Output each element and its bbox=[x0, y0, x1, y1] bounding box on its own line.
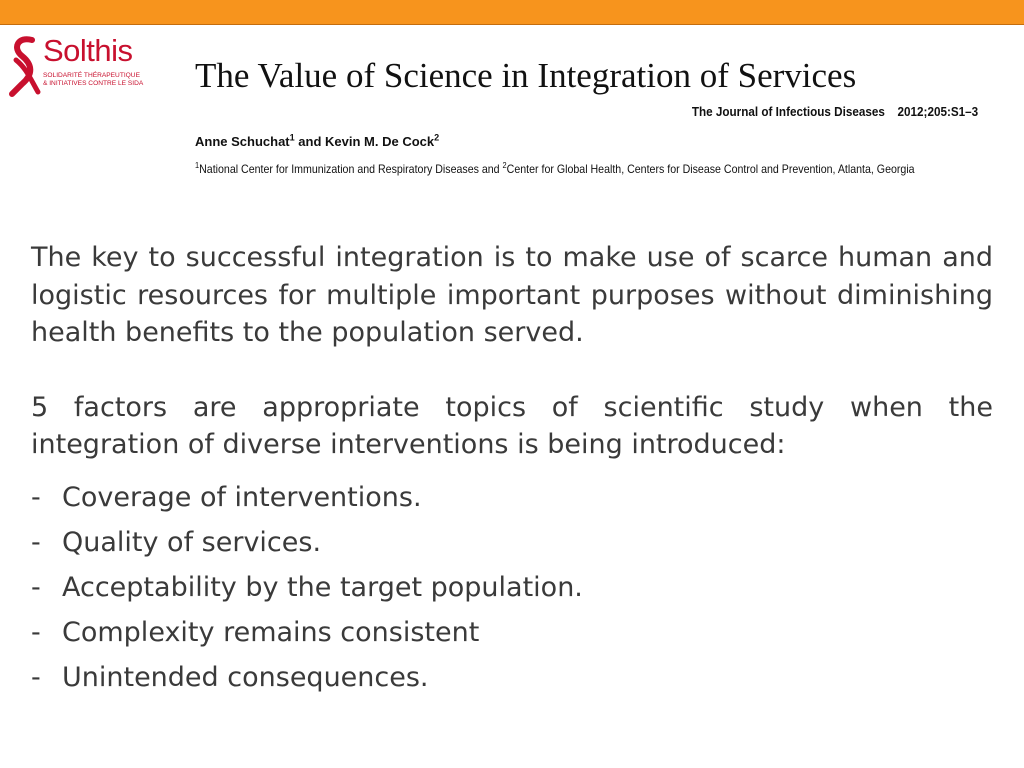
article-affiliations bbox=[195, 162, 915, 176]
bullet-dash: - bbox=[31, 526, 41, 558]
factor-text: Coverage of interventions. bbox=[62, 481, 422, 513]
factor-text: Complexity remains consistent bbox=[62, 616, 480, 648]
factor-text: Unintended consequences. bbox=[62, 661, 429, 693]
ribbon-icon bbox=[8, 34, 42, 98]
factors-list bbox=[31, 475, 993, 700]
factor-text: Quality of services. bbox=[62, 526, 322, 558]
list-item bbox=[31, 655, 993, 700]
list-item bbox=[31, 520, 993, 565]
affiliation-1: National Center for Immunization and Respiratory Diseases and bbox=[199, 162, 503, 176]
article-title: The Value of Science in Integration of Services bbox=[195, 56, 857, 95]
bullet-dash: - bbox=[31, 616, 41, 648]
logo-name: Solthis bbox=[43, 33, 133, 68]
logo-tagline-line1: SOLIDARITÉ THÉRAPEUTIQUE bbox=[43, 72, 140, 79]
factors-intro-paragraph: 5 factors are appropriate topics of scientific study when the integration of diverse interventions is being introduced: bbox=[31, 391, 993, 460]
key-statement-paragraph: The key to successful integration is to make use of scarce human and logistic resources for multiple important purposes without diminishing health benefits to the population served. bbox=[31, 242, 993, 348]
author-2: Kevin M. De Cock bbox=[325, 134, 435, 149]
logo-tagline-line2: & INITIATIVES CONTRE LE SIDA bbox=[43, 80, 144, 87]
article-authors bbox=[195, 134, 439, 149]
bullet-dash: - bbox=[31, 661, 41, 693]
affiliation-2-mark: 2 bbox=[502, 160, 507, 170]
bullet-dash: - bbox=[31, 481, 41, 513]
author-joiner: and bbox=[294, 134, 326, 149]
bullet-dash: - bbox=[31, 571, 41, 603]
list-item bbox=[31, 610, 993, 655]
author-2-affiliation-mark: 2 bbox=[434, 132, 440, 143]
affiliation-1-mark: 1 bbox=[195, 160, 200, 170]
header-bar bbox=[0, 0, 1024, 25]
author-1: Anne Schuchat bbox=[195, 134, 290, 149]
factor-text: Acceptability by the target population. bbox=[62, 571, 583, 603]
journal-name: The Journal of Infectious Diseases bbox=[691, 104, 885, 119]
solthis-logo bbox=[8, 34, 158, 98]
journal-reference bbox=[692, 104, 978, 119]
journal-citation: 2012;205:S1–3 bbox=[897, 104, 978, 119]
list-item bbox=[31, 565, 993, 610]
author-1-affiliation-mark: 1 bbox=[289, 132, 295, 143]
affiliation-2: Center for Global Health, Centers for Disease Control and Prevention, Atlanta, Georgia bbox=[506, 162, 915, 176]
slide-body bbox=[31, 239, 993, 700]
list-item bbox=[31, 475, 993, 520]
